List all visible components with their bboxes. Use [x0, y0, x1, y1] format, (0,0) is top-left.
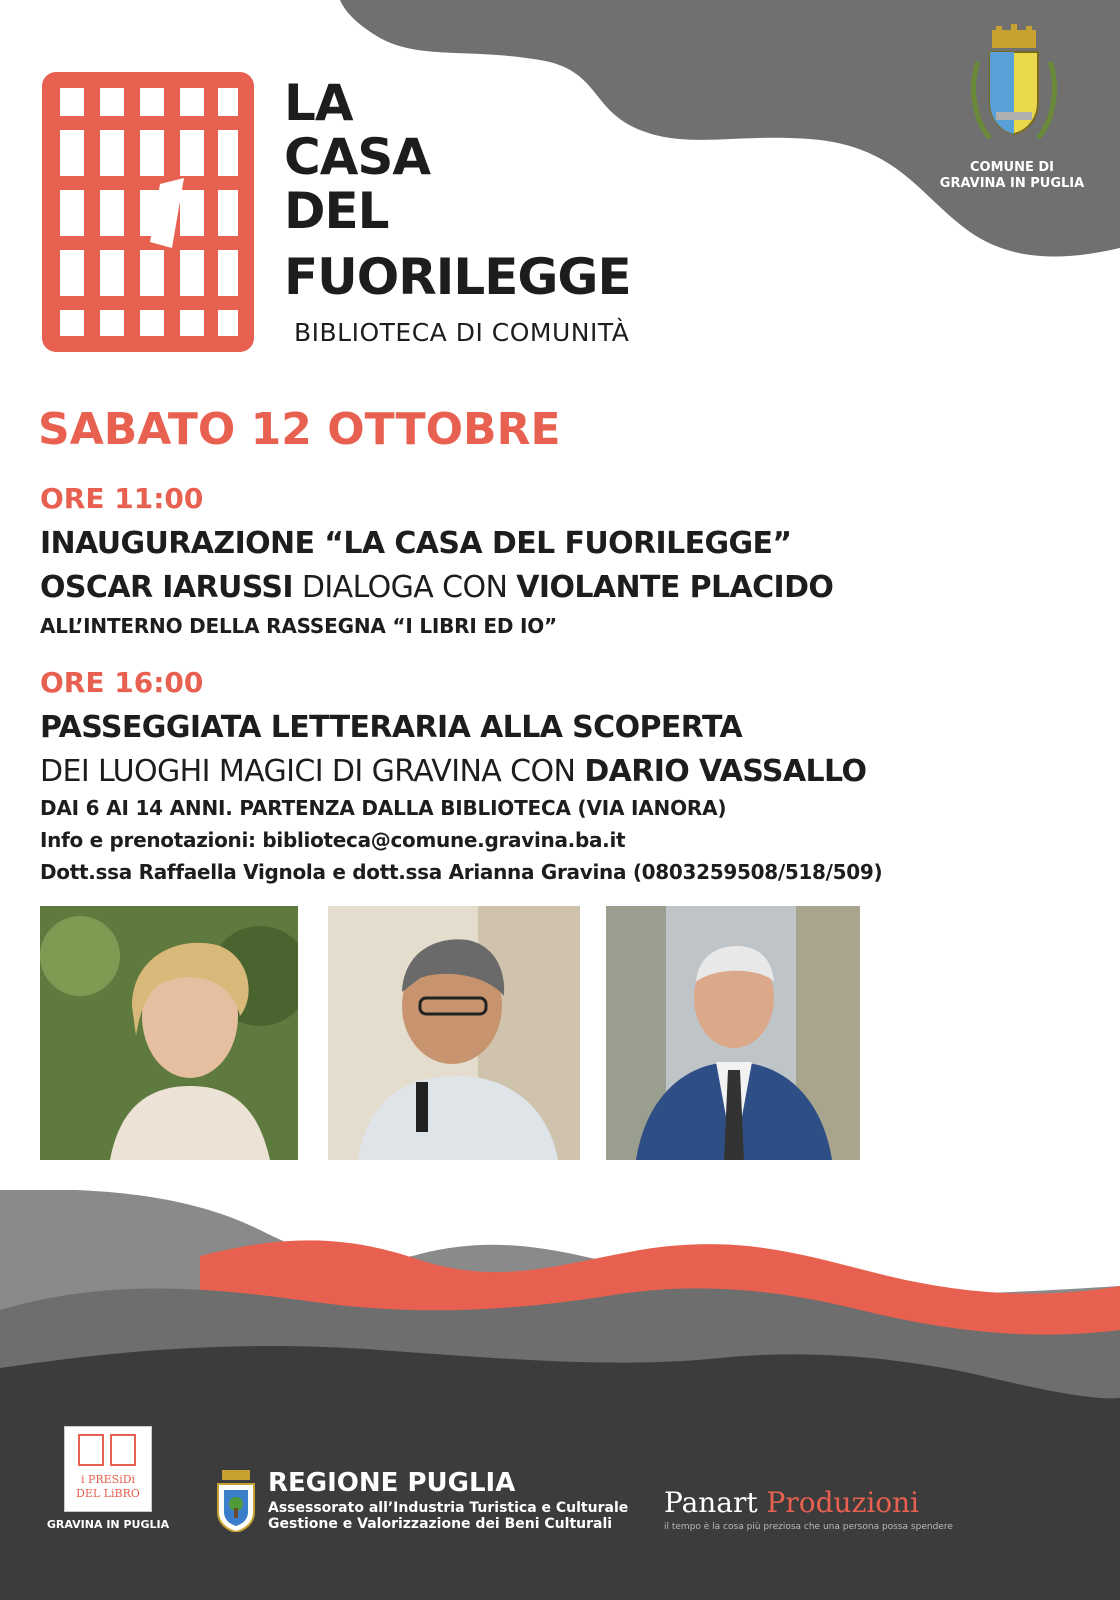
panart-tagline: il tempo è la cosa più preziosa che una persona possa spendere — [664, 1522, 953, 1532]
presidi-del-libro-logo — [64, 1426, 152, 1512]
session1-time: ORE 11:00 — [40, 482, 204, 515]
event-date: SABATO 12 OTTOBRE — [38, 404, 561, 455]
session2-guide-text: DEI LUOGHI MAGICI DI GRAVINA CON — [40, 754, 585, 789]
title-line-4: FUORILEGGE — [284, 248, 631, 306]
booking-info: Info e prenotazioni: biblioteca@comune.gravina.ba.it — [40, 828, 626, 852]
speaker-dario-vassallo: DARIO VASSALLO — [584, 754, 867, 789]
photo-violante-placido — [40, 906, 298, 1160]
speaker-oscar-iarussi: OSCAR IARUSSI — [40, 570, 293, 605]
contact-info: Dott.ssa Raffaella Vignola e dott.ssa Arianna Gravina (0803259508/518/509) — [40, 860, 883, 884]
presidi-logo-text-1: i PRESiDi — [80, 1473, 136, 1486]
presidi-caption: GRAVINA IN PUGLIA — [46, 1518, 170, 1531]
session2-time: ORE 16:00 — [40, 666, 204, 699]
session2-note: DAI 6 AI 14 ANNI. PARTENZA DALLA BIBLIOTECA (VIA IANORA) — [40, 796, 727, 820]
bookshelf-logo-icon — [42, 72, 254, 352]
photo-oscar-iarussi — [328, 906, 580, 1160]
crest-caption — [930, 160, 1094, 192]
crest-caption-line-1: COMUNE DI — [970, 160, 1054, 175]
dialoga-text: DIALOGA CON — [292, 570, 517, 605]
municipal-crest-icon — [966, 22, 1062, 150]
photo-dario-vassallo — [606, 906, 860, 1160]
presidi-logo-text-2: DEL LiBRO — [76, 1487, 140, 1500]
title-line-3: DEL — [284, 182, 389, 240]
regione-subtitle-1: Assessorato all’Industria Turistica e Culturale — [268, 1500, 629, 1516]
session1-speakers — [40, 570, 833, 605]
title-line-2: CASA — [284, 128, 431, 186]
produzioni-word: Produzioni — [766, 1486, 920, 1519]
regione-subtitle-2: Gestione e Valorizzazione dei Beni Culturali — [268, 1516, 613, 1532]
panart-word: Panart — [664, 1486, 758, 1519]
regione-puglia-title: REGIONE PUGLIA — [268, 1468, 516, 1498]
session2-guide — [40, 754, 866, 789]
crest-caption-line-2: GRAVINA IN PUGLIA — [939, 176, 1085, 191]
library-subtitle: BIBLIOTECA DI COMUNITÀ — [294, 318, 630, 347]
title-line-1: LA — [284, 74, 353, 132]
speaker-violante-placido: VIOLANTE PLACIDO — [516, 570, 834, 605]
bottom-wave-band — [0, 1190, 1120, 1600]
regione-puglia-shield-icon — [216, 1470, 256, 1532]
session1-title: INAUGURAZIONE “LA CASA DEL FUORILEGGE” — [40, 526, 792, 561]
session2-title: PASSEGGIATA LETTERARIA ALLA SCOPERTA — [40, 710, 743, 745]
session1-note: ALL’INTERNO DELLA RASSEGNA “I LIBRI ED IO” — [40, 614, 557, 638]
panart-produzioni-logo — [664, 1486, 919, 1519]
